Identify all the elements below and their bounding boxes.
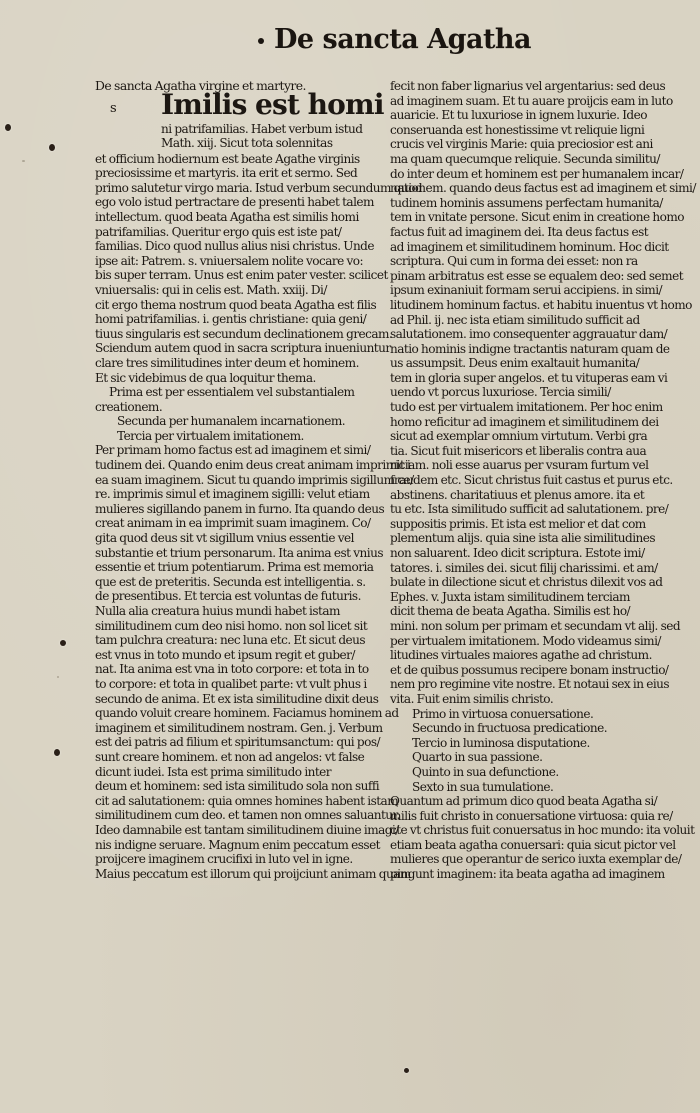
list-item-first-cont: creationem. (95, 399, 163, 414)
text-line: tem in vnitate persone. Sicut enim in creatione homo (390, 210, 685, 225)
text-line: et officium hodiernum est beate Agathe virginis (95, 151, 360, 166)
text-line: us assumpsit. Deus enim exaltauit humanita/ (390, 356, 640, 371)
text-line: non saluarent. Ideo dicit scriptura. Estote imi/ (390, 546, 645, 560)
text-line: per virtualem imitationem. Modo videamus simi/ (390, 633, 661, 648)
wormhole (404, 1068, 409, 1073)
opening-incipit (95, 87, 384, 152)
text-line: ea suam imaginem. Sicut tu quando imprimis sigillum ce/ (95, 472, 414, 487)
right-column (390, 79, 696, 882)
list-item: Tercia per virtualem imitationem. (117, 428, 304, 443)
text-line: riciam. noli esse auarus per vsuram furtum vel (390, 458, 649, 473)
text-line: litudinem hominum factus. et habitu inuentus vt homo (390, 297, 692, 312)
list-item: Primo in virtuosa conuersatione. (412, 706, 594, 721)
text-line: tia. Sicut fuit misericors et liberalis contra aua (390, 443, 647, 458)
text-line: crucis vel virginis Marie: quia preciosior est ani (390, 137, 653, 152)
text-line: sicut ad exemplar omnium virtutum. Verbi gra (390, 429, 648, 444)
paragraph-intro (95, 151, 423, 386)
text-line: que est de preteritis. Secunda est intelligentia. s. (95, 574, 366, 589)
text-line: tiuus singularis est secundum declinationem grecam. (95, 326, 393, 341)
incipit-large-text: Imilis est homi (161, 87, 384, 121)
text-line: vita. Fuit enim similis christo. (390, 691, 554, 706)
text-line: similitudinem cum deo nisi homo. non sol licet sit (95, 618, 368, 633)
text-line: etiam beata agatha conuersari: quia sicut pictor vel (390, 837, 676, 852)
text-line: substantie et trium personarum. Ita anima est vnius (95, 545, 383, 560)
text-line: ipsum exinaniuit formam serui accipiens. in simi/ (390, 283, 663, 298)
text-line: imaginem et similitudinem nostram. Gen. j. Verbum (95, 720, 383, 735)
text-line: tem in gloria super angelos. et tu vituperas eam vi (390, 370, 668, 385)
wormhole (49, 144, 55, 151)
text-line: primo salutetur virgo maria. Istud verbum secundum quod (95, 180, 423, 195)
wormhole (60, 640, 66, 646)
text-line: est vnus in toto mundo et ipsum regit et guber/ (95, 647, 355, 662)
list-item: Quarto in sua passione. (412, 750, 543, 765)
running-head (258, 24, 531, 55)
text-line: re. imprimis simul et imaginem sigilli: velut etiam (95, 487, 370, 502)
text-line: tudo est per virtualem imitationem. Per hoc enim (390, 400, 663, 415)
text-line: secundo de anima. Et ex ista similitudine dixit deus (95, 691, 379, 706)
paper-speck (57, 676, 59, 678)
text-line: abstinens. charitatiuus et plenus amore. ita et (390, 487, 645, 502)
left-column (95, 78, 423, 881)
text-line: mulieres que operantur de serico iuxta exemplar de/ (390, 852, 682, 867)
text-line: ni patrifamilias. Habet verbum istud (161, 121, 363, 136)
text-line: pinam arbitratus est esse se equalem deo: sed semet (390, 268, 683, 283)
text-line: gita quod deus sit vt sigillum vnius essentie vel (95, 531, 354, 546)
paragraph-body (95, 443, 414, 881)
text-line: homo reficitur ad imaginem et similitudinem dei (390, 414, 659, 429)
text-line: fraudem etc. Sicut christus fuit castus et purus etc. (390, 473, 673, 488)
text-line: est dei patris ad filium et spiritumsanctum: qui pos/ (95, 735, 381, 750)
text-line: Ideo damnabile est tantam similitudinem diuine imagi/ (95, 822, 399, 837)
text-line: ad imaginem et similitudinem hominum. Hoc dicit (390, 239, 669, 254)
text-line: Math. xiij. Sicut tota solennitas (161, 136, 333, 151)
list-item-first: Prima est per essentialem vel substantialem (109, 385, 355, 400)
text-line: Ephes. v. Juxta istam similitudinem terciam (390, 589, 630, 604)
text-line: nat. Ita anima est vna in toto corpore: et tota in to (95, 662, 369, 677)
text-line: uendo vt porcus luxuriose. Tercia simili/ (390, 385, 611, 400)
text-line: dicit thema de beata Agatha. Similis est ho/ (390, 604, 631, 619)
wormhole (5, 124, 11, 131)
text-line: tatores. i. similes dei. sicut filij charissimi. et am/ (390, 560, 658, 575)
text-line: do inter deum et hominem est per humanalem incar/ (390, 166, 684, 181)
text-line: salutationem. imo consequenter aggrauatur dam/ (390, 327, 668, 342)
text-line: scriptura. Qui cum in forma dei esset: non ra (390, 254, 638, 269)
paragraph-primum (390, 794, 695, 882)
text-line: dicunt iudei. Ista est prima similitudo inter (95, 764, 332, 779)
text-line: tudinem dei. Quando enim deus creat animam imprimit i (95, 458, 411, 473)
text-line: tu etc. Ista similitudo sufficit ad salutationem. pre/ (390, 502, 669, 517)
paper-speck (22, 160, 25, 162)
text-line: conseruanda est honestissime vt reliquie ligni (390, 122, 645, 137)
text-line: nis indigne seruare. Magnum enim peccatum esset (95, 837, 380, 852)
text-line: mini. non solum per primam et secundam vt alij. sed (390, 618, 681, 633)
text-line: to corpore: et tota in qualibet parte: vt vult phus i (95, 676, 367, 691)
text-line: Quantum ad primum dico quod beata Agatha si/ (390, 794, 658, 809)
paragraph-continuation (390, 79, 696, 707)
virtue-list (390, 707, 672, 795)
text-line: Et sic videbimus de qua loquitur thema. (95, 370, 316, 385)
text-line: Maius peccatum est illorum qui proijciunt animam quam (95, 866, 411, 881)
text-line: suppositis primis. Et ista est melior et dat com (390, 516, 646, 531)
text-line: de presentibus. Et tercia est voluntas de futuris. (95, 589, 361, 604)
text-line: Sciendum autem quod in sacra scriptura inueniuntur (95, 341, 391, 356)
text-line: cte vt christus fuit conuersatus in hoc mundo: ita voluit (390, 823, 695, 838)
text-line: pingunt imaginem: ita beata agatha ad imaginem (390, 867, 665, 882)
list-item: Sexto in sua tumulatione. (412, 779, 554, 794)
list-item: Secunda per humanalem incarnationem. (117, 414, 346, 429)
text-line: Nulla alia creatura huius mundi habet istam (95, 604, 340, 618)
text-line: proijcere imaginem crucifixi in luto vel in igne. (95, 852, 353, 867)
text-line: cit ergo thema nostrum quod beata Agatha est filis (95, 297, 377, 312)
text-line: similitudinem cum deo. et tamen non omnes saluantur. (95, 808, 400, 823)
chapter-rubric: De sancta Agatha virgine et martyre. (95, 78, 306, 93)
wormhole (54, 749, 60, 756)
text-line: creat animam in ea imprimit suam imaginem. Co/ (95, 516, 371, 531)
text-line: mulieres sigillando panem in furno. Ita quando deus (95, 501, 385, 516)
text-line: ad Phil. ij. nec ista etiam similitudo sufficit ad (390, 312, 640, 327)
paragraph-mark-dot (258, 38, 264, 44)
text-line: tam pulchra creatura: nec luna etc. Et sicut deus (95, 633, 366, 648)
text-line: natio hominis indigne tractantis naturam quam de (390, 341, 670, 356)
text-line: factus fuit ad imaginem dei. Ita deus factus est (390, 224, 649, 239)
text-line: bulate in dilectione sicut et christus dilexit vos ad (390, 575, 663, 590)
text-line: familias. Dico quod nullus alius nisi christus. Unde (95, 239, 374, 254)
text-line: ma quam quecumque reliquie. Secunda similitu/ (390, 151, 660, 166)
text-line: ad imaginem suam. Et tu auare proijcis eam in luto (390, 93, 673, 108)
text-line: homi patrifamilias. i. gentis christiane: quia geni/ (95, 312, 367, 327)
text-line: plementum alijs. quia sine ista alie similitudines (390, 531, 656, 546)
text-line: fecit non faber lignarius vel argentarius: sed deus (390, 79, 666, 93)
text-line: ego volo istud pertractare de presenti habet talem (95, 195, 374, 210)
list-item: Tercio in luminosa disputatione. (412, 735, 590, 750)
text-line: intellectum. quod beata Agatha est similis homi (95, 209, 359, 224)
guide-letter: s (110, 100, 117, 116)
list-item: Secundo in fructuosa predicatione. (412, 721, 608, 736)
text-line: vniuersalis: qui in celis est. Math. xxiij. Di/ (95, 282, 327, 297)
text-line: deum et hominem: sed ista similitudo sola non suffi (95, 779, 380, 794)
text-line: tudinem hominis assumens perfectam humanita/ (390, 195, 663, 210)
text-line: sunt creare hominem. et non ad angelos: vt false (95, 749, 365, 764)
text-line: patrifamilias. Queritur ergo quis est iste pat/ (95, 224, 342, 239)
text-line: essentie et trium potentiarum. Prima est memoria (95, 560, 374, 575)
text-line: litudines virtuales maiores agathe ad christum. (390, 648, 652, 663)
text-line: et de quibus possumus recipere bonam instructio/ (390, 662, 669, 677)
running-head-text: De sancta Agatha (274, 24, 532, 55)
text-line: preciosissime et martyris. ita erit et sermo. Sed (95, 166, 358, 181)
incipit-continuation (161, 122, 377, 151)
text-line: bis super terram. Unus est enim pater vester. scilicet (95, 268, 388, 283)
text-line: clare tres similitudines inter deum et hominem. (95, 355, 359, 370)
text-line: Per primam homo factus est ad imaginem et simi/ (95, 443, 371, 458)
text-line: auaricie. Et tu luxuriose in ignem luxurie. Ideo (390, 108, 647, 123)
text-line: nem pro regimine vite nostre. Et notaui sex in eius (390, 677, 670, 692)
list-item: Quinto in sua defunctione. (412, 764, 559, 779)
text-line: quando voluit creare hominem. Faciamus hominem ad (95, 706, 399, 721)
text-line: ipse ait: Patrem. s. vniuersalem nolite vocare vo: (95, 253, 364, 268)
text-line: nationem. quando deus factus est ad imaginem et simi/ (390, 181, 696, 196)
text-line: milis fuit christo in conuersatione virtuosa: quia re/ (390, 808, 673, 823)
text-line: cit ad salutationem: quia omnes homines habent istam (95, 793, 399, 808)
